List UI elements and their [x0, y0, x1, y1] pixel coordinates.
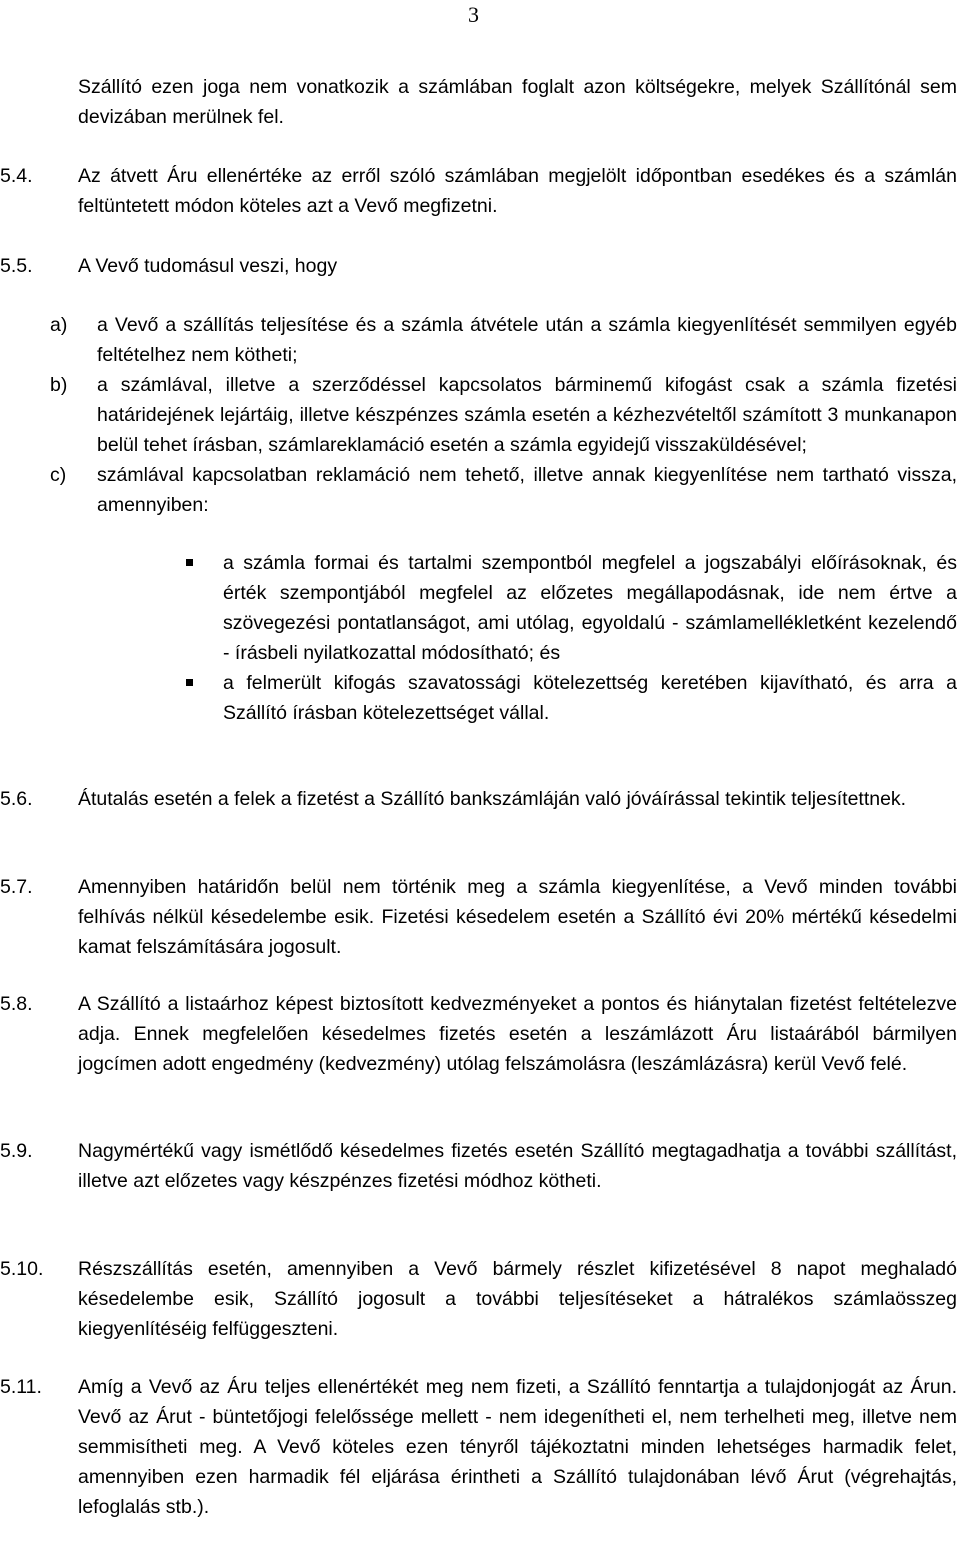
- section-text: Amíg a Vevő az Áru teljes ellenértékét meg nem fizeti, a Szállító fenntartja a tulajdonjogát az Árun. Vevő az Árut - büntetőjogi felelőssége mellett - nem idegenítheti el, nem terhelheti meg, illetve nem semmisítheti meg. A Vevő köteles ezen tényről tájékoztatni minden lehetséges harmadik felet, amennyiben ezen harmadik fél eljárása érintheti a Szállító tulajdonában lévő Árut (végrehajtás, lefoglalás stb.).: [78, 1376, 957, 1518]
- section-number: 5.5.: [0, 255, 33, 277]
- sub-item-b: [50, 370, 957, 460]
- sub-item-text: számlával kapcsolatban reklamáció nem tehető, illetve annak kiegyenlítése nem tartható vissza, amennyiben:: [97, 464, 957, 516]
- section-number: 5.4.: [0, 165, 33, 187]
- section-text: Amennyiben határidőn belül nem történik meg a számla kiegyenlítése, a Vevő minden további felhívás nélkül késedelembe esik. Fizetési késedelem esetén a Szállító évi 20% mértékű késedelmi kamat felszámítására jogosult.: [78, 876, 957, 958]
- section-text: Átutalás esetén a felek a fizetést a Szállító bankszámláján való jóváírással tekintik teljesítettnek.: [78, 788, 907, 810]
- section-text: Részszállítás esetén, amennyiben a Vevő bármely részlet kifizetésével 8 napot meghaladó késedelembe esik, Szállító jogosult a további teljesítéseket a hátralékos számlaösszeg kiegyenlítéséig felfüggeszteni.: [78, 1258, 957, 1340]
- section-text: Az átvett Áru ellenértéke az erről szóló számlában megjelölt időpontban esedékes és a számlán feltüntetett módon köteles azt a Vevő megfizetni.: [78, 165, 957, 217]
- bullet-text: a felmerült kifogás szavatossági kötelezettség keretében kijavítható, és arra a Szállító írásban kötelezettséget vállal.: [223, 672, 957, 724]
- section-text: A Szállító a listaárhoz képest biztosított kedvezményeket a pontos és hiánytalan fizetést feltételezve adja. Ennek megfelelően késedelmes fizetés esetén a leszámlázott Áru listaárából bármilyen jogcímen adott engedmény (kedvezmény) utólag felszámolásra (leszámlázásra) kerül Vevő felé.: [78, 993, 957, 1075]
- square-bullet-icon: [186, 679, 193, 686]
- sub-item-c: [50, 460, 957, 520]
- sub-item-label: c): [50, 464, 67, 486]
- sub-item-text: a Vevő a szállítás teljesítése és a számla átvétele után a számla kiegyenlítését semmilyen egyéb feltételhez nem kötheti;: [97, 314, 957, 366]
- sub-item-label: b): [50, 374, 68, 396]
- section-number: 5.6.: [0, 788, 33, 810]
- bullet-item: [78, 668, 957, 728]
- sub-item-label: a): [50, 314, 68, 336]
- section-number: 5.7.: [0, 876, 33, 898]
- sub-item-a: [50, 310, 957, 370]
- page-number: 3: [468, 2, 479, 27]
- section-number: 5.10.: [0, 1258, 44, 1280]
- section-number: 5.11.: [0, 1376, 42, 1398]
- section-text: A Vevő tudomásul veszi, hogy: [78, 255, 338, 277]
- section-text: Nagymértékű vagy ismétlődő késedelmes fizetés esetén Szállító megtagadhatja a további szállítást, illetve azt előzetes vagy készpénzes fizetési módhoz kötheti.: [78, 1140, 957, 1192]
- square-bullet-icon: [186, 559, 193, 566]
- bullet-text: a számla formai és tartalmi szempontból megfelel a jogszabályi előírásoknak, és érték szempontjából megfelel az előzetes megállapodásnak, ide nem értve a szövegezési pontatlanságot, ami utólag, egyoldalú - számlamellékletként kezelendő - írásbeli nyilatkozattal módosítható; és: [223, 552, 957, 664]
- sub-item-text: a számlával, illetve a szerződéssel kapcsolatos bárminemű kifogást csak a számla fizetési határidejének lejártáig, illetve készpénzes számla esetén a kézhezvételtől számított 3 munkanapon belül tehet írásban, számlareklamáció esetén a számla egyidejű visszaküldésével;: [97, 374, 957, 456]
- section-number: 5.8.: [0, 993, 33, 1015]
- intro-text: Szállító ezen joga nem vonatkozik a számlában foglalt azon költségekre, melyek Szállítónál sem devizában merülnek fel.: [78, 76, 957, 128]
- section-number: 5.9.: [0, 1140, 33, 1162]
- bullet-item: [78, 548, 957, 668]
